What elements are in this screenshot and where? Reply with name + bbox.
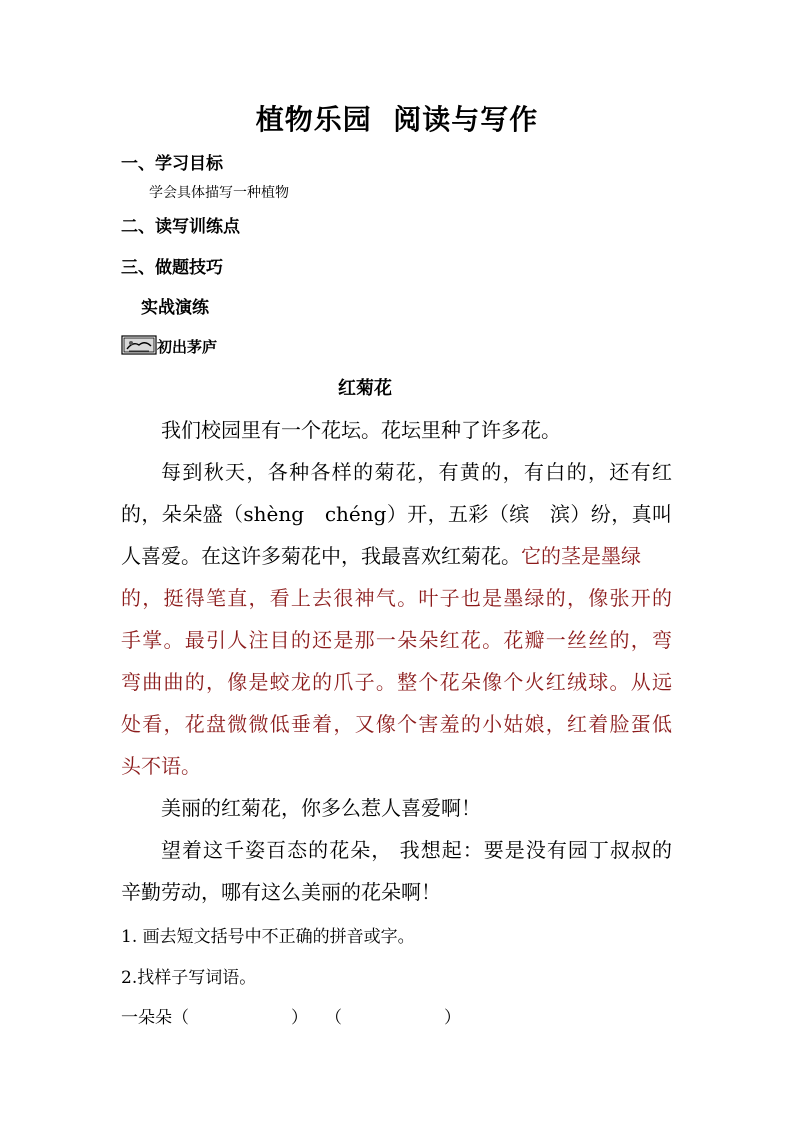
line-3-red-text: 它的茎是墨绿 [521,544,641,568]
question-2: 2.找样子写词语。 [121,968,257,988]
paragraph-2-line-8: 头不语。 [121,754,201,778]
paragraph-2-line-5: 手掌。最引人注目的还是那一朵朵红花。花瓣一丝丝的，弯 [121,628,672,652]
paragraph-2-line-1: 每到秋天，各种各样的菊花，有黄的，有白的，还有红 [161,460,672,484]
story-title: 红菊花 [338,378,392,399]
paragraph-2-line-4: 的，挺得笔直，看上去很神气。叶子也是墨绿的，像张开的 [121,586,672,610]
paragraph-4-line-2: 辛勤劳动，哪有这么美丽的花朵啊！ [121,880,441,904]
section-learning-goals: 一、学习目标 [121,154,223,174]
paragraph-2-line-7: 处看，花盘微微低垂着，又像个害羞的小姑娘，红着脸蛋低 [121,712,672,736]
section-tips: 三、做题技巧 [121,258,223,278]
line-3-black-text: 人喜爱。在这许多菊花中，我最喜欢红菊花。 [121,544,521,568]
question-2-example: 一朵朵（ ） （ ） [121,1008,461,1028]
badge-row [121,330,217,356]
paragraph-2-line-2: 的，朵朵盛（shèng chéng）开，五彩（缤 滨）纷，真叫 [121,502,672,526]
paragraph-4-line-1: 望着这千姿百态的花朵， 我想起：要是没有园丁叔叔的 [161,838,672,862]
section-training-points: 二、读写训练点 [121,217,240,237]
page-title: 植物乐园 阅读与写作 [255,103,539,136]
learning-goal-text: 学会具体描写一种植物 [149,185,289,201]
paragraph-3: 美丽的红菊花，你多么惹人喜爱啊！ [161,796,481,820]
paragraph-2-line-6: 弯曲曲的，像是蛟龙的爪子。整个花朵像个火红绒球。从远 [121,670,672,694]
paragraph-1: 我们校园里有一个花坛。花坛里种了许多花。 [161,418,561,442]
question-1: 1. 画去短文括号中不正确的拼音或字。 [121,927,415,947]
book-icon [121,334,157,356]
badge-label: 初出茅庐 [157,338,218,356]
practice-heading: 实战演练 [141,298,209,318]
paragraph-2-line-3 [121,544,672,568]
